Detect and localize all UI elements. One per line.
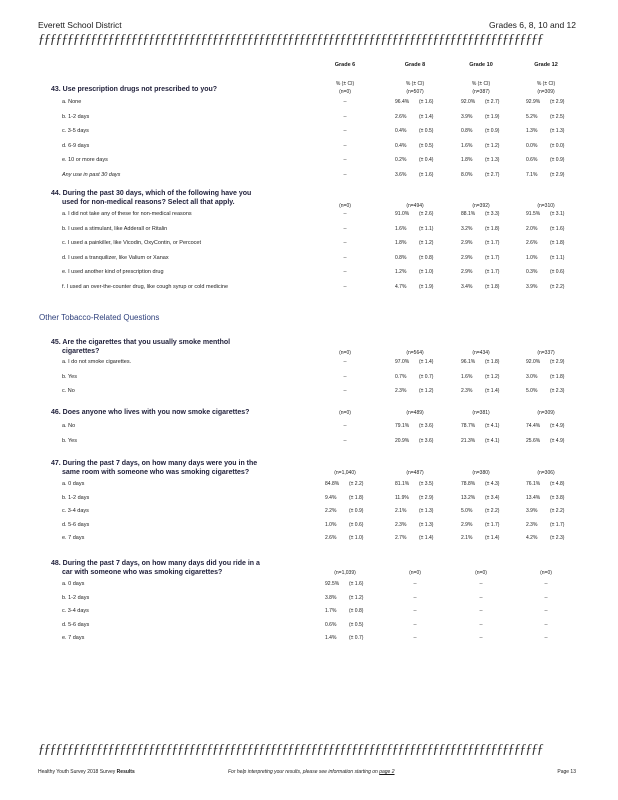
confidence-interval: (± 2.3) xyxy=(550,388,565,394)
no-data: -- xyxy=(413,621,417,628)
district-name: Everett School District xyxy=(38,20,122,30)
no-data: -- xyxy=(413,608,417,614)
no-data: -- xyxy=(413,594,417,601)
percent-value: 92.9% xyxy=(526,99,541,105)
percent-value: 5.2% xyxy=(526,113,538,120)
confidence-interval: (± 2.7) xyxy=(485,172,500,178)
percent-value: 21.3% xyxy=(461,438,476,444)
confidence-interval: (± 0.9) xyxy=(485,128,500,135)
no-data: -- xyxy=(479,608,483,614)
response-option: a. No xyxy=(62,423,76,429)
percent-value: 1.2% xyxy=(395,269,407,276)
confidence-interval: (± 1.6) xyxy=(349,581,364,587)
no-data: -- xyxy=(343,284,347,290)
response-option: Any use in past 30 days xyxy=(62,172,121,178)
confidence-interval: (± 2.9) xyxy=(550,172,565,178)
no-data: -- xyxy=(544,581,548,587)
response-option: c. No xyxy=(62,388,75,394)
percent-value: 79.1% xyxy=(395,423,410,429)
percent-value: 0.6% xyxy=(526,157,538,164)
percent-value: 74.4% xyxy=(526,423,541,429)
response-option: a. 0 days xyxy=(62,481,85,487)
footer-left xyxy=(38,769,135,775)
no-data: -- xyxy=(343,157,347,164)
section-heading: Other Tobacco-Related Questions xyxy=(39,313,160,322)
no-data: -- xyxy=(479,594,483,601)
percent-value: 91.5% xyxy=(526,211,541,217)
response-option: b. Yes xyxy=(62,373,77,380)
confidence-interval: (± 0.6) xyxy=(550,269,565,276)
sample-size: (n=434) xyxy=(472,350,490,356)
sample-size: (n=392) xyxy=(472,203,490,209)
no-data: -- xyxy=(343,388,347,394)
sample-size: (n=309) xyxy=(537,410,555,416)
confidence-interval: (± 4.9) xyxy=(550,423,565,429)
percent-value: 5.0% xyxy=(461,508,473,514)
percent-value: 1.0% xyxy=(325,521,337,528)
sample-size: (n=0) xyxy=(339,350,351,356)
no-data: -- xyxy=(479,581,483,587)
confidence-interval: (± 0.5) xyxy=(419,128,434,135)
percent-value: 2.6% xyxy=(395,113,407,120)
sample-size: (n=309) xyxy=(537,89,555,95)
confidence-interval: (± 0.8) xyxy=(349,608,364,614)
no-data: -- xyxy=(343,211,347,217)
response-option: b. I used a stimulant, like Adderall or Ritalin xyxy=(62,225,168,232)
response-option: a. I did not take any of these for non-medical reasons xyxy=(62,211,192,217)
percent-value: 78.7% xyxy=(461,423,476,429)
response-option: b. 1-2 days xyxy=(62,494,90,501)
response-option: d. I used a tranquilizer, like Valium or Xanax xyxy=(62,254,169,261)
ci-header: % (± CI) xyxy=(335,81,355,87)
sample-size: (n=489) xyxy=(406,410,424,416)
response-option: a. 0 days xyxy=(62,581,85,587)
confidence-interval: (± 2.9) xyxy=(550,359,565,365)
percent-value: 7.1% xyxy=(526,172,538,178)
confidence-interval: (± 1.2) xyxy=(419,240,434,247)
confidence-interval: (± 2.2) xyxy=(550,508,565,514)
response-option: b. 1-2 days xyxy=(62,113,90,120)
no-data: -- xyxy=(343,359,347,365)
response-option: c. 3-4 days xyxy=(62,508,89,514)
percent-value: 2.1% xyxy=(395,508,407,514)
percent-value: 96.4% xyxy=(395,99,410,105)
percent-value: 92.5% xyxy=(325,581,340,587)
percent-value: 2.0% xyxy=(526,225,538,232)
percent-value: 1.7% xyxy=(325,608,337,614)
confidence-interval: (± 1.3) xyxy=(485,157,500,164)
confidence-interval: (± 3.5) xyxy=(419,481,434,487)
confidence-interval: (± 0.7) xyxy=(419,373,434,380)
confidence-interval: (± 1.6) xyxy=(419,99,434,105)
percent-value: 3.6% xyxy=(395,172,407,178)
sample-size: (n=0) xyxy=(475,570,487,576)
sample-size: (n=310) xyxy=(537,203,555,209)
percent-value: 0.7% xyxy=(395,373,407,380)
percent-value: 0.3% xyxy=(526,269,538,276)
confidence-interval: (± 0.5) xyxy=(349,621,364,628)
percent-value: 1.0% xyxy=(526,254,538,261)
no-data: -- xyxy=(544,608,548,614)
percent-value: 81.1% xyxy=(395,481,410,487)
percent-value: 2.9% xyxy=(461,521,473,528)
percent-value: 9.4% xyxy=(325,494,337,501)
confidence-interval: (± 1.4) xyxy=(419,535,434,541)
percent-value: 2.3% xyxy=(395,388,407,394)
percent-value: 2.1% xyxy=(461,535,473,541)
confidence-interval: (± 1.4) xyxy=(485,388,500,394)
confidence-interval: (± 0.7) xyxy=(349,635,364,641)
confidence-interval: (± 1.8) xyxy=(349,494,364,501)
response-option: c. 3-4 days xyxy=(62,608,89,614)
percent-value: 0.2% xyxy=(395,157,407,164)
confidence-interval: (± 3.3) xyxy=(485,211,500,217)
percent-value: 11.9% xyxy=(395,494,409,501)
response-option: c. I used a painkiller, like Vicodin, OxyContin, or Percocet xyxy=(62,240,201,247)
confidence-interval: (± 1.2) xyxy=(485,373,500,380)
confidence-interval: (± 2.6) xyxy=(419,211,434,217)
percent-value: 97.0% xyxy=(395,359,410,365)
confidence-interval: (± 0.8) xyxy=(419,254,434,261)
response-option: b. Yes xyxy=(62,438,77,444)
no-data: -- xyxy=(343,269,347,276)
confidence-interval: (± 4.3) xyxy=(485,481,500,487)
percent-value: 0.6% xyxy=(325,621,337,628)
grade-header: Grade 8 xyxy=(404,62,426,68)
percent-value: 2.3% xyxy=(395,521,407,528)
percent-value: 2.6% xyxy=(526,240,538,247)
confidence-interval: (± 3.4) xyxy=(485,494,500,501)
response-option: e. 7 days xyxy=(62,635,85,641)
confidence-interval: (± 4.1) xyxy=(485,423,500,429)
confidence-interval: (± 0.5) xyxy=(419,142,434,149)
grade-header: Grade 12 xyxy=(534,62,558,68)
percent-value: 76.1% xyxy=(526,481,541,487)
sample-size: (n=507) xyxy=(406,89,424,95)
confidence-interval: (± 2.5) xyxy=(550,113,565,120)
percent-value: 2.9% xyxy=(461,269,473,276)
confidence-interval: (± 1.3) xyxy=(550,128,565,135)
ci-header: % (± CI) xyxy=(405,81,425,87)
percent-value: 4.7% xyxy=(395,284,407,290)
no-data: -- xyxy=(343,172,347,178)
confidence-interval: (± 2.2) xyxy=(349,481,364,487)
no-data: -- xyxy=(343,423,347,429)
confidence-interval: (± 1.1) xyxy=(550,254,565,261)
percent-value: 1.8% xyxy=(461,157,473,164)
sample-size: (n=387) xyxy=(472,89,490,95)
no-data: -- xyxy=(343,113,347,120)
footer-results: Results xyxy=(116,769,135,775)
confidence-interval: (± 1.6) xyxy=(419,172,434,178)
sample-size: (n=0) xyxy=(339,89,351,95)
confidence-interval: (± 1.2) xyxy=(485,142,500,149)
percent-value: 2.9% xyxy=(461,240,473,247)
confidence-interval: (± 4.8) xyxy=(550,481,565,487)
confidence-interval: (± 1.3) xyxy=(419,521,434,528)
confidence-interval: (± 1.8) xyxy=(550,373,565,380)
footer-help-text: For help interpreting your results, please see information starting on xyxy=(228,769,378,775)
response-option: d. 5-6 days xyxy=(62,621,90,628)
no-data: -- xyxy=(544,594,548,601)
no-data: -- xyxy=(343,240,347,247)
percent-value: 0.4% xyxy=(395,128,407,135)
footer-page-link[interactable]: page 2 xyxy=(379,769,395,775)
confidence-interval: (± 0.4) xyxy=(419,157,434,164)
confidence-interval: (± 1.4) xyxy=(419,359,434,365)
confidence-interval: (± 1.8) xyxy=(550,240,565,247)
confidence-interval: (± 3.6) xyxy=(419,438,434,444)
ci-header: % (± CI) xyxy=(471,81,491,87)
percent-value: 0.8% xyxy=(461,128,473,135)
question-title: 43. Use prescription drugs not prescribed to you? xyxy=(51,86,218,93)
confidence-interval: (± 0.0) xyxy=(550,142,565,149)
percent-value: 8.0% xyxy=(461,172,473,178)
question-title: 45. Are the cigarettes that you usually smoke menthol xyxy=(51,339,231,346)
sample-size: (n=306) xyxy=(537,470,555,476)
confidence-interval: (± 4.1) xyxy=(485,438,500,444)
percent-value: 1.6% xyxy=(461,373,473,380)
confidence-interval: (± 1.7) xyxy=(550,521,565,528)
no-data: -- xyxy=(343,438,347,444)
top-rule: ƒƒƒƒƒƒƒƒƒƒƒƒƒƒƒƒƒƒƒƒƒƒƒƒƒƒƒƒƒƒƒƒƒƒƒƒƒƒƒƒƒƒƒƒƒƒƒƒƒƒƒƒƒƒƒƒƒƒƒƒƒƒƒƒƒƒƒƒƒƒƒƒƒƒƒƒƒƒƒƒƒƒƒƒƒƒƒ xyxy=(38,32,543,47)
confidence-interval: (± 3.1) xyxy=(550,211,565,217)
sample-size: (n=0) xyxy=(339,410,351,416)
sample-size: (n=0) xyxy=(339,203,351,209)
confidence-interval: (± 1.2) xyxy=(419,388,434,394)
page-number: Page 13 xyxy=(557,769,576,775)
confidence-interval: (± 1.0) xyxy=(349,535,364,541)
response-option: d. 6-9 days xyxy=(62,142,90,149)
percent-value: 0.0% xyxy=(526,142,538,149)
confidence-interval: (± 2.7) xyxy=(485,99,500,105)
confidence-interval: (± 1.6) xyxy=(550,225,565,232)
response-option: a. I do not smoke cigarettes. xyxy=(62,359,132,365)
sample-size: (n=0) xyxy=(409,570,421,576)
sample-size: (n=494) xyxy=(406,203,424,209)
percent-value: 1.8% xyxy=(395,240,407,247)
confidence-interval: (± 3.6) xyxy=(419,423,434,429)
percent-value: 2.3% xyxy=(461,388,473,394)
no-data: -- xyxy=(544,621,548,628)
confidence-interval: (± 1.7) xyxy=(485,269,500,276)
percent-value: 1.4% xyxy=(325,635,337,641)
no-data: -- xyxy=(479,621,483,628)
question-title: cigarettes? xyxy=(62,348,100,355)
no-data: -- xyxy=(343,225,347,232)
confidence-interval: (± 1.9) xyxy=(419,284,434,290)
percent-value: 3.8% xyxy=(325,594,337,601)
confidence-interval: (± 1.7) xyxy=(485,521,500,528)
no-data: -- xyxy=(343,254,347,261)
response-option: e. 7 days xyxy=(62,535,85,541)
question-title: car with someone who was smoking cigarettes? xyxy=(62,569,223,576)
grades-label: Grades 6, 8, 10 and 12 xyxy=(489,20,576,30)
no-data: -- xyxy=(479,635,483,641)
confidence-interval: (± 2.9) xyxy=(419,494,434,501)
percent-value: 0.8% xyxy=(395,254,407,261)
percent-value: 5.0% xyxy=(526,388,538,394)
no-data: -- xyxy=(343,128,347,135)
percent-value: 1.6% xyxy=(395,225,407,232)
grade-header: Grade 10 xyxy=(469,62,493,68)
percent-value: 91.0% xyxy=(395,211,410,217)
sample-size: (n=1,040) xyxy=(334,470,356,476)
confidence-interval: (± 1.8) xyxy=(485,225,500,232)
question-title: 44. During the past 30 days, which of the following have you xyxy=(51,190,252,197)
percent-value: 25.6% xyxy=(526,438,541,444)
sample-size: (n=564) xyxy=(406,350,424,356)
footer-survey: Healthy Youth Survey 2018 Survey xyxy=(38,769,116,775)
percent-value: 13.4% xyxy=(526,494,541,501)
percent-value: 78.8% xyxy=(461,481,476,487)
percent-value: 4.2% xyxy=(526,535,538,541)
sample-size: (n=487) xyxy=(406,470,424,476)
confidence-interval: (± 1.4) xyxy=(485,535,500,541)
question-title: 46. Does anyone who lives with you now smoke cigarettes? xyxy=(51,409,250,416)
confidence-interval: (± 1.8) xyxy=(485,284,500,290)
confidence-interval: (± 2.2) xyxy=(485,508,500,514)
confidence-interval: (± 2.9) xyxy=(550,99,565,105)
no-data: -- xyxy=(343,142,347,149)
confidence-interval: (± 1.9) xyxy=(485,113,500,120)
no-data: -- xyxy=(413,635,417,641)
percent-value: 2.2% xyxy=(325,508,337,514)
percent-value: 20.9% xyxy=(395,438,410,444)
confidence-interval: (± 2.3) xyxy=(550,535,565,541)
percent-value: 0.4% xyxy=(395,142,407,149)
sample-size: (n=381) xyxy=(472,410,490,416)
grade-header: Grade 6 xyxy=(334,62,356,68)
no-data: -- xyxy=(343,373,347,380)
response-option: e. I used another kind of prescription drug xyxy=(62,269,164,276)
confidence-interval: (± 3.8) xyxy=(550,494,565,501)
response-option: f. I used an over-the-counter drug, like cough syrup or cold medicine xyxy=(62,284,229,290)
percent-value: 3.0% xyxy=(526,373,538,380)
confidence-interval: (± 4.9) xyxy=(550,438,565,444)
percent-value: 13.2% xyxy=(461,494,476,501)
response-option: b. 1-2 days xyxy=(62,594,90,601)
ci-header: % (± CI) xyxy=(536,81,556,87)
confidence-interval: (± 0.9) xyxy=(349,508,364,514)
confidence-interval: (± 2.2) xyxy=(550,284,565,290)
footer-center xyxy=(228,769,395,775)
percent-value: 2.7% xyxy=(395,535,407,541)
confidence-interval: (± 0.6) xyxy=(349,521,364,528)
sample-size: (n=1,039) xyxy=(334,570,356,576)
question-title: same room with someone who was smoking cigarettes? xyxy=(62,469,250,476)
percent-value: 3.2% xyxy=(461,225,473,232)
bottom-rule: ƒƒƒƒƒƒƒƒƒƒƒƒƒƒƒƒƒƒƒƒƒƒƒƒƒƒƒƒƒƒƒƒƒƒƒƒƒƒƒƒƒƒƒƒƒƒƒƒƒƒƒƒƒƒƒƒƒƒƒƒƒƒƒƒƒƒƒƒƒƒƒƒƒƒƒƒƒƒƒƒƒƒƒƒƒƒƒ xyxy=(38,742,543,757)
response-option: c. 3-5 days xyxy=(62,128,89,135)
response-option: a. None xyxy=(62,99,82,105)
confidence-interval: (± 1.2) xyxy=(349,594,364,601)
percent-value: 92.0% xyxy=(526,359,541,365)
sample-size: (n=380) xyxy=(472,470,490,476)
percent-value: 3.9% xyxy=(526,284,538,290)
sample-size: (n=0) xyxy=(540,570,552,576)
no-data: -- xyxy=(544,635,548,641)
no-data: -- xyxy=(343,99,347,105)
question-title: 47. During the past 7 days, on how many days were you in the xyxy=(51,460,258,467)
confidence-interval: (± 1.1) xyxy=(419,225,434,232)
confidence-interval: (± 0.9) xyxy=(550,157,565,164)
response-option: d. 5-6 days xyxy=(62,521,90,528)
response-option: e. 10 or more days xyxy=(62,157,108,164)
no-data: -- xyxy=(413,581,417,587)
percent-value: 1.3% xyxy=(526,128,538,135)
percent-value: 2.3% xyxy=(526,521,538,528)
percent-value: 2.6% xyxy=(325,535,337,541)
confidence-interval: (± 1.7) xyxy=(485,240,500,247)
confidence-interval: (± 1.8) xyxy=(485,359,500,365)
percent-value: 3.4% xyxy=(461,284,473,290)
confidence-interval: (± 1.7) xyxy=(485,254,500,261)
confidence-interval: (± 1.4) xyxy=(419,113,434,120)
confidence-interval: (± 1.0) xyxy=(419,269,434,276)
question-title: used for non-medical reasons? Select all that apply. xyxy=(62,199,235,206)
percent-value: 88.1% xyxy=(461,211,476,217)
percent-value: 96.1% xyxy=(461,359,476,365)
percent-value: 92.0% xyxy=(461,99,476,105)
percent-value: 1.6% xyxy=(461,142,473,149)
sample-size: (n=337) xyxy=(537,350,555,356)
percent-value: 84.8% xyxy=(325,481,340,487)
percent-value: 3.9% xyxy=(526,508,538,514)
question-title: 48. During the past 7 days, on how many days did you ride in a xyxy=(51,560,260,567)
percent-value: 2.9% xyxy=(461,254,473,261)
confidence-interval: (± 1.3) xyxy=(419,508,434,514)
percent-value: 3.9% xyxy=(461,113,473,120)
